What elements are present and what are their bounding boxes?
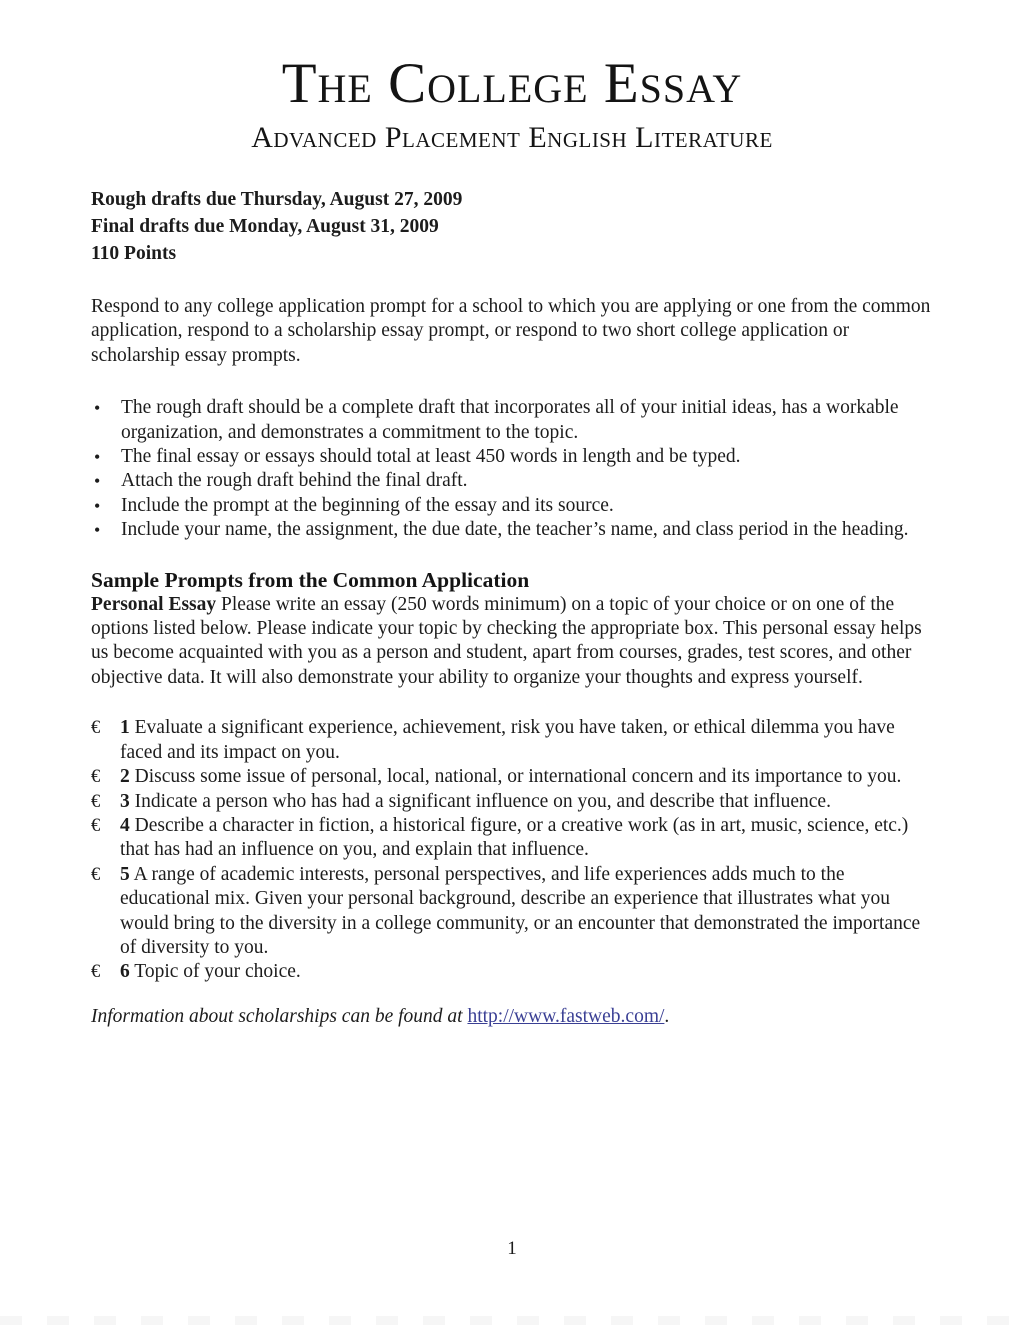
bullet-icon: • bbox=[94, 447, 101, 468]
prompt-marker-icon: € bbox=[91, 962, 101, 983]
bullet-icon: • bbox=[94, 495, 101, 516]
prompt-marker-icon: € bbox=[91, 767, 101, 788]
points-line: 110 Points bbox=[91, 243, 177, 264]
prompt-marker-icon: € bbox=[91, 815, 101, 836]
requirement-text: Include the prompt at the beginning of the essay and its source. bbox=[121, 494, 614, 516]
requirement-text: Attach the rough draft behind the final draft. bbox=[121, 470, 468, 492]
fastweb-link[interactable]: http://www.fastweb.com/ bbox=[467, 1005, 665, 1027]
requirement-item bbox=[91, 445, 935, 469]
intro-paragraph: Respond to any college application prompt for a school to which you are applying or one from the common application, respond to a scholarship essay prompt, or respond to two short college application or scholarship essay prompts. bbox=[91, 296, 931, 366]
prompt-item bbox=[91, 814, 937, 863]
prompt-item bbox=[91, 960, 937, 984]
scholarship-note-prefix: Information about scholarships can be found at bbox=[91, 1005, 468, 1027]
requirement-item bbox=[91, 494, 935, 518]
personal-essay-paragraph bbox=[91, 593, 935, 691]
page-title: The College Essay bbox=[281, 52, 743, 115]
page-number: 1 bbox=[507, 1238, 517, 1259]
personal-essay-label: Personal Essay bbox=[91, 593, 217, 615]
prompt-text: A range of academic interests, personal perspectives, and life experiences adds much to the educational mix. Given your personal background, describe an experience that illustrates what you would bring to the diversity in a college community, or an encounter that demonstrated the importance of diversity to you. bbox=[120, 863, 921, 958]
requirement-item bbox=[91, 518, 935, 542]
requirements-list bbox=[91, 396, 935, 542]
bullet-icon: • bbox=[94, 398, 101, 419]
prompt-text: Describe a character in fiction, a historical figure, or a creative work (as in art, music, science, etc.) that has had an influence on you, and explain that influence. bbox=[120, 814, 909, 861]
prompt-number: 4 bbox=[120, 814, 130, 836]
scholarship-note bbox=[91, 1005, 935, 1029]
prompt-number: 6 bbox=[120, 961, 130, 983]
requirement-text: Include your name, the assignment, the due date, the teacher’s name, and class period in the heading. bbox=[121, 519, 909, 541]
prompt-text: Topic of your choice. bbox=[134, 961, 301, 983]
requirement-text: The final essay or essays should total at least 450 words in length and be typed. bbox=[121, 446, 741, 468]
section-heading: Sample Prompts from the Common Application bbox=[91, 567, 530, 592]
prompt-text: Discuss some issue of personal, local, national, or international concern and its importance to you. bbox=[134, 766, 902, 788]
final-draft-due-line: Final drafts due Monday, August 31, 2009 bbox=[91, 216, 439, 237]
prompt-marker-icon: € bbox=[91, 791, 101, 812]
prompt-text: Indicate a person who has had a significant influence on you, and describe that influence. bbox=[134, 790, 831, 812]
prompt-marker-icon: € bbox=[91, 864, 101, 885]
personal-essay-text: Please write an essay (250 words minimum) on a topic of your choice or on one of the options listed below. Please indicate your topic by checking the appropriate box. This personal essay helps us become acquainted with you as a person and student, apart from courses, grades, test scores, and other objective data. It will also demonstrate your ability to organize your thoughts and express yourself. bbox=[91, 593, 922, 688]
prompt-marker-icon: € bbox=[91, 718, 101, 739]
bullet-icon: • bbox=[94, 471, 101, 492]
bullet-icon: • bbox=[94, 520, 101, 541]
prompt-text: Evaluate a significant experience, achievement, risk you have taken, or ethical dilemma you have faced and its impact on you. bbox=[120, 717, 895, 763]
requirement-text: The rough draft should be a complete draft that incorporates all of your initial ideas, has a workable organization, and demonstrates a commitment to the topic. bbox=[121, 397, 899, 443]
prompt-number: 2 bbox=[120, 766, 130, 788]
scholarship-note-suffix: . bbox=[664, 1005, 670, 1027]
prompts-list bbox=[91, 716, 937, 984]
requirement-item bbox=[91, 469, 935, 493]
rough-draft-due-line: Rough drafts due Thursday, August 27, 2009 bbox=[91, 189, 463, 210]
prompt-item bbox=[91, 790, 937, 814]
requirement-item bbox=[91, 396, 935, 445]
page-subtitle: Advanced Placement English Literature bbox=[251, 121, 773, 154]
prompt-item bbox=[91, 765, 937, 789]
prompt-number: 1 bbox=[120, 717, 130, 739]
prompt-number: 3 bbox=[120, 790, 130, 812]
prompt-item bbox=[91, 863, 937, 961]
scan-artifact-strip bbox=[0, 1316, 1024, 1325]
prompt-item bbox=[91, 716, 937, 765]
due-dates-block bbox=[91, 186, 1024, 267]
prompt-number: 5 bbox=[120, 863, 130, 885]
